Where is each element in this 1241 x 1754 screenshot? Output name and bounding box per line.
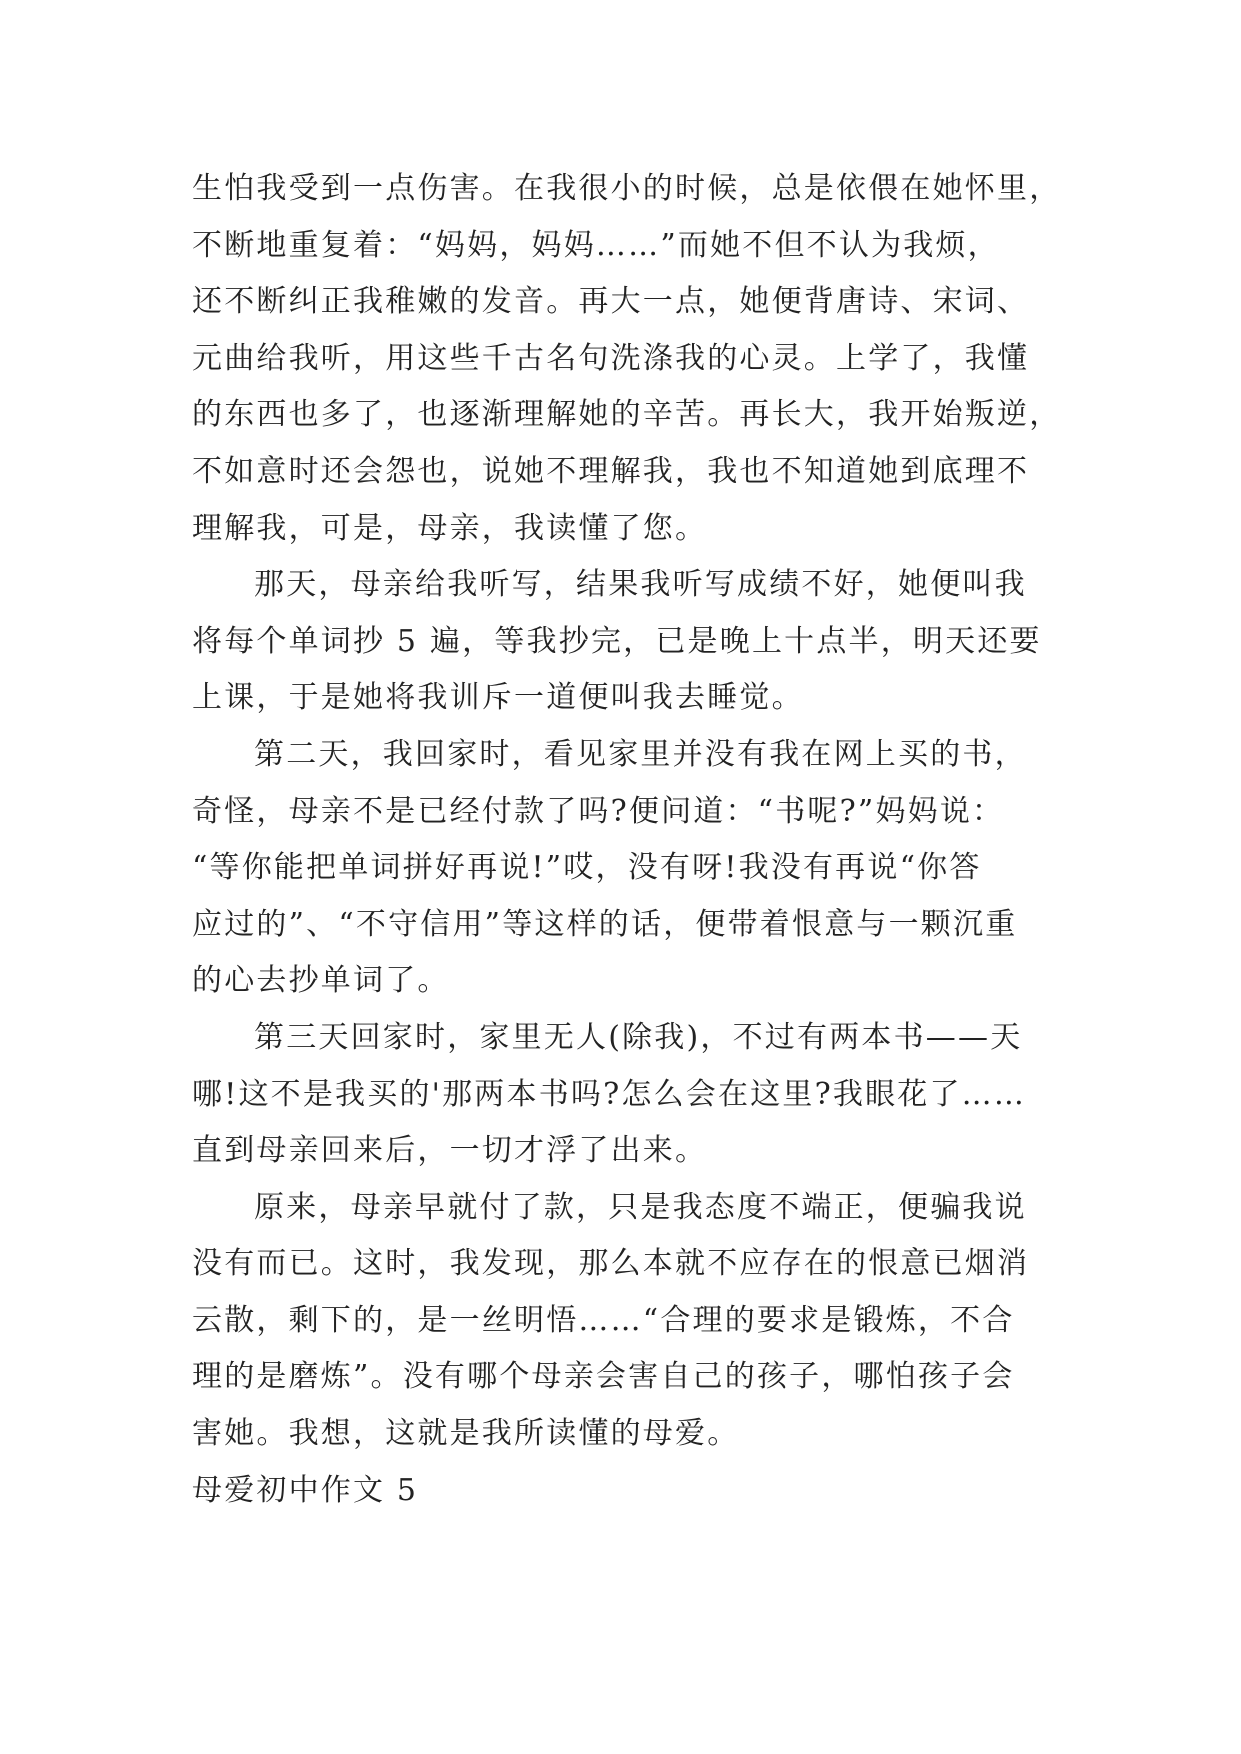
- text-line: 理的是磨炼”。没有哪个母亲会害自己的孩子，哪怕孩子会: [192, 1359, 1015, 1395]
- text-line: 上课，于是她将我训斥一道便叫我去睡觉。: [192, 680, 804, 716]
- text-line: 应过的”、“不守信用”等这样的话，便带着恨意与一颗沉重: [192, 906, 1018, 942]
- text-line: 第三天回家时，家里无人(除我)，不过有两本书——天: [254, 1019, 1023, 1055]
- text-line: 云散，剩下的，是一丝明悟……“合理的要求是锻炼，不合: [192, 1302, 1015, 1338]
- text-line: 哪!这不是我买的'那两本书吗?怎么会在这里?我眼花了……: [192, 1076, 1027, 1112]
- text-line: “等你能把单词拼好再说!”哎，没有呀!我没有再说“你答: [192, 850, 982, 886]
- text-line: 理解我，可是，母亲，我读懂了您。: [192, 510, 708, 546]
- text-line: 元曲给我听，用这些千古名句洗涤我的心灵。上学了，我懂: [192, 340, 1030, 376]
- text-line: 的东西也多了，也逐渐理解她的辛苦。再长大，我开始叛逆，: [192, 397, 1062, 433]
- text-line: 没有而已。这时，我发现，那么本就不应存在的恨意已烟消: [192, 1246, 1030, 1282]
- text-line: 生怕我受到一点伤害。在我很小的时候，总是依偎在她怀里，: [192, 171, 1062, 206]
- text-line: 的心去抄单词了。: [192, 963, 450, 999]
- essay-body: [192, 161, 1092, 1519]
- text-line: 第二天，我回家时，看见家里并没有我在网上买的书，: [254, 736, 1027, 772]
- text-line: 直到母亲回来后，一切才浮了出来。: [192, 1133, 708, 1169]
- text-line: 那天，母亲给我听写，结果我听写成绩不好，她便叫我: [254, 567, 1027, 603]
- text-line: 奇怪，母亲不是已经付款了吗?便问道：“书呢?”妈妈说：: [192, 793, 1005, 829]
- text-line: 母爱初中作文 5: [192, 1472, 419, 1508]
- text-line: 害她。我想，这就是我所读懂的母爱。: [192, 1416, 740, 1452]
- text-line: 不如意时还会怨也，说她不理解我，我也不知道她到底理不: [192, 453, 1030, 489]
- text-line: 不断地重复着：“妈妈，妈妈……”而她不但不认为我烦，: [192, 227, 1000, 263]
- text-line: 还不断纠正我稚嫩的发音。再大一点，她便背唐诗、宋词、: [192, 284, 1030, 320]
- text-line: 原来，母亲早就付了款，只是我态度不端正，便骗我说: [254, 1189, 1027, 1225]
- text-line: 将每个单词抄 5 遍，等我抄完，已是晚上十点半，明天还要: [192, 623, 1042, 659]
